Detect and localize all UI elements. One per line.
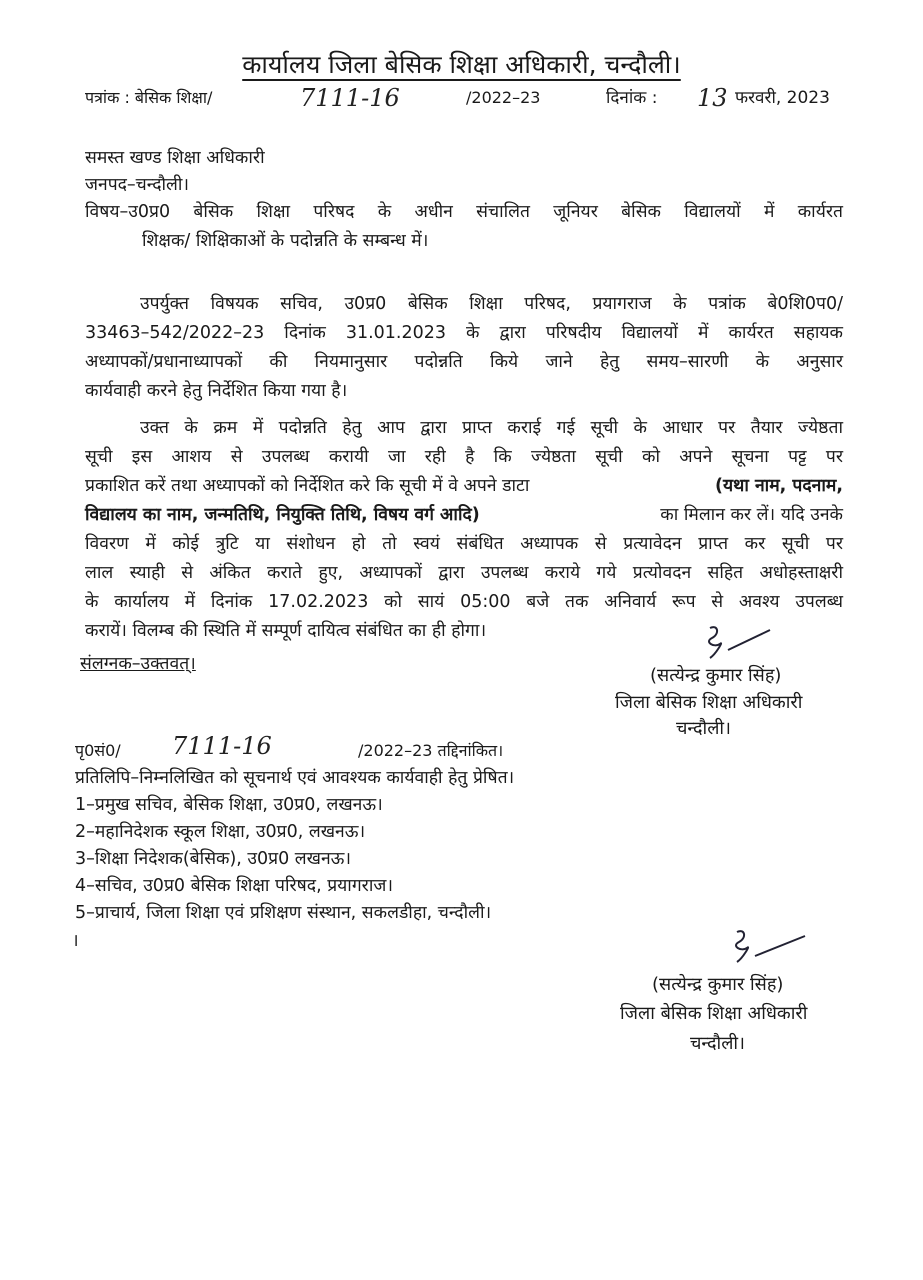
paragraph1-line: 33463–542/2022–23 दिनांक 31.01.2023 के द्वारा परिषदीय विद्यालयों में कार्यरत सहायक	[85, 323, 843, 343]
ref-label: पत्रांक : बेसिक शिक्षा/	[85, 88, 213, 107]
signatory-name: (सत्येन्द्र कुमार सिंह)	[652, 974, 784, 995]
paragraph2-text: का मिलान कर लें। यदि उनके	[660, 505, 843, 525]
copy-list-item: 3–शिक्षा निदेशक(बेसिक), उ0प्र0 लखनऊ।	[75, 849, 352, 869]
paragraph2-bold-text: (यथा नाम, पदनाम,	[715, 476, 843, 496]
copy-list-item: 4–सचिव, उ0प्र0 बेसिक शिक्षा परिषद, प्रयागराज।	[75, 876, 393, 896]
paragraph2-line	[85, 503, 843, 528]
copy-intro: प्रतिलिपि–निम्नलिखित को सूचनार्थ एवं आवश्यक कार्यवाही हेतु प्रेषित।	[75, 768, 515, 788]
subject-line: विषय–उ0प्र0 बेसिक शिक्षा परिषद के अधीन संचालित जूनियर बेसिक विद्यालयों में कार्यरत	[85, 202, 843, 222]
office-title-text: कार्यालय जिला बेसिक शिक्षा अधिकारी, चन्दौली।	[242, 50, 681, 79]
addressee-line: समस्त खण्ड शिक्षा अधिकारी	[85, 148, 265, 168]
signatory-name: (सत्येन्द्र कुमार सिंह)	[650, 665, 782, 686]
signatory-designation: जिला बेसिक शिक्षा अधिकारी	[615, 692, 803, 713]
signature-1	[690, 622, 780, 666]
signatory-designation: जिला बेसिक शिक्षा अधिकारी	[620, 1003, 808, 1024]
signatory-place: चन्दौली।	[676, 718, 731, 739]
stray-mark: ।	[72, 931, 79, 951]
ref-number-handwritten: 7111-16	[300, 84, 400, 112]
copy-ref-label: पृ0सं0/	[75, 741, 121, 760]
paragraph2-line: उक्त के क्रम में पदोन्नति हेतु आप द्वारा प्राप्त कराई गई सूची के आधार पर तैयार ज्येष्ठता	[140, 418, 843, 438]
office-title	[0, 48, 923, 82]
paragraph2-text: प्रकाशित करें तथा अध्यापकों को निर्देशित करे कि सूची में वे अपने डाटा	[85, 476, 530, 496]
date-rest: फरवरी, 2023	[735, 88, 830, 108]
addressee-line: जनपद–चन्दौली।	[85, 175, 190, 195]
signatory-place: चन्दौली।	[690, 1033, 745, 1054]
copy-list-item: 2–महानिदेशक स्कूल शिक्षा, उ0प्र0, लखनऊ।	[75, 822, 366, 842]
subject-line: शिक्षक/ शिक्षिकाओं के पदोन्नति के सम्बन्ध में।	[142, 231, 429, 251]
paragraph2-line: करायें। विलम्ब की स्थिति में सम्पूर्ण दायित्व संबंधित का ही होगा।	[85, 621, 487, 641]
paragraph2-bold-text: विद्यालय का नाम, जन्मतिथि, नियुक्ति तिथि, विषय वर्ग आदि)	[85, 505, 480, 525]
copy-ref-number-handwritten: 7111-16	[172, 732, 272, 760]
paragraph2-line: लाल स्याही से अंकित कराते हुए, अध्यापकों द्वारा उपलब्ध कराये गये प्रत्योवदन सहित अधोहस्ताक्षरी	[85, 563, 843, 583]
paragraph1-line: अध्यापकों/प्रधानाध्यापकों की नियमानुसार पदोन्नति किये जाने हेतु समय–सारणी के अनुसार	[85, 352, 843, 372]
paragraph2-line: सूची इस आशय से उपलब्ध करायी जा रही है कि ज्येष्ठता सूची को अपने सूचना पट्ट पर	[85, 447, 843, 467]
date-day-handwritten: 13	[697, 84, 728, 112]
copy-list-item: 5–प्राचार्य, जिला शिक्षा एवं प्रशिक्षण संस्थान, सकलडीहा, चन्दौली।	[75, 903, 492, 923]
enclosure-note: संलग्नक–उक्तवत्।	[80, 654, 196, 674]
ref-year: /2022–23	[466, 88, 541, 107]
copy-ref-rest: /2022–23 तद्दिनांकित।	[358, 741, 504, 760]
paragraph1-line: उपर्युक्त विषयक सचिव, उ0प्र0 बेसिक शिक्षा परिषद, प्रयागराज के पत्रांक बे0शि0प0/	[140, 294, 843, 314]
paragraph2-line: के कार्यालय में दिनांक 17.02.2023 को सायं 05:00 बजे तक अनिवार्य रूप से अवश्य उपलब्ध	[85, 592, 843, 612]
date-label: दिनांक :	[606, 88, 658, 108]
paragraph2-line: विवरण में कोई त्रुटि या संशोधन हो तो स्वयं संबंधित अध्यापक से प्रत्यावेदन प्राप्त कर सूची पर	[85, 534, 843, 554]
copy-list-item: 1–प्रमुख सचिव, बेसिक शिक्षा, उ0प्र0, लखनऊ।	[75, 795, 383, 815]
signature-2	[715, 926, 815, 972]
paragraph2-line	[85, 474, 843, 499]
paragraph1-line: कार्यवाही करने हेतु निर्देशित किया गया है।	[85, 381, 348, 401]
